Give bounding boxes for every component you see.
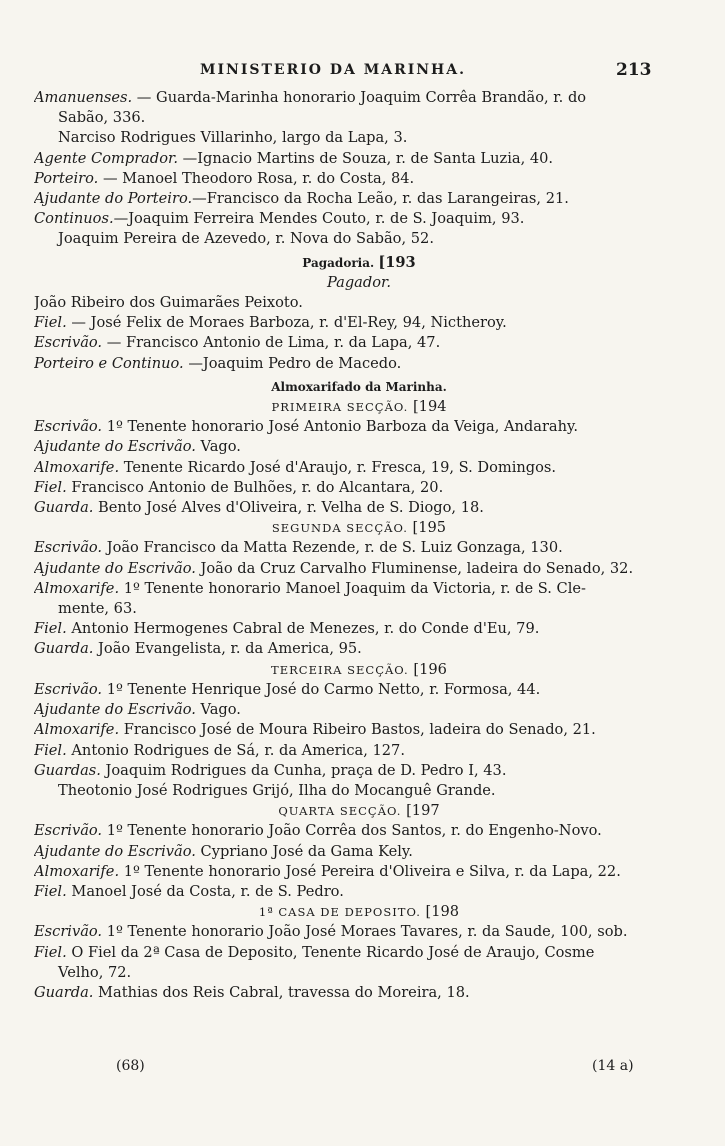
entry-role: Escrivão. <box>34 923 103 941</box>
entry-text: João da Cruz Carvalho Fluminense, ladeira do Senado, 32. <box>195 559 634 577</box>
entry-text: —Francisco da Rocha Leão, r. das Larangeiras, 21. <box>192 190 569 208</box>
entry-line <box>34 189 684 209</box>
entry-text: Vago. <box>195 701 241 719</box>
page-number: 213 <box>616 60 652 80</box>
entry-text: Tenente Ricardo José d'Araujo, r. Fresca, 19, S. Domingos. <box>119 458 557 476</box>
entry-continuation: Sabão, 336. <box>58 109 146 127</box>
entry-text: 1º Tenente honorario João José Moraes Tavares, r. da Saude, 100, sob. <box>102 923 628 941</box>
subsection-heading-segunda <box>34 518 684 538</box>
segunda-seccao-list <box>34 538 684 659</box>
entry-text: Cypriano José da Gama Kely. <box>195 842 413 860</box>
subsection-label: SEGUNDA SECÇÃO. <box>271 521 408 536</box>
entry-role: Fiel. <box>34 478 67 496</box>
entry-line <box>34 680 684 700</box>
entry-text: 1º Tenente honorario José Antonio Barboza da Veiga, Andarahy. <box>102 418 578 436</box>
subsection-heading-terceira <box>34 660 684 680</box>
subsection-label: PRIMEIRA SECÇÃO. <box>271 400 409 415</box>
entry-text: João Evangelista, r. da America, 95. <box>93 640 362 658</box>
entry-text: 1º Tenente Henrique José do Carmo Netto, r. Formosa, 44. <box>102 680 541 698</box>
entry-text: —Ignacio Martins de Souza, r. de Santa Luzia, 40. <box>178 149 554 167</box>
entry-text: 1º Tenente honorario José Pereira d'Oliveira e Silva, r. da Lapa, 22. <box>119 862 621 880</box>
document-body <box>34 88 684 1003</box>
terceira-seccao-list <box>34 680 684 801</box>
entry-role: Fiel. <box>34 882 67 900</box>
entry-text: Vago. <box>195 438 241 456</box>
entry-line <box>34 983 684 1003</box>
entry-text: Bento José Alves d'Oliveira, r. Velha de S. Diogo, 18. <box>93 499 484 517</box>
section-number: [195 <box>412 519 447 537</box>
entry-role: Almoxarife. <box>34 579 120 597</box>
entry-line <box>34 741 684 761</box>
subsection-heading-primeira <box>34 397 684 417</box>
subsection-label: TERCEIRA SECÇÃO. <box>271 662 409 677</box>
entry-line <box>34 333 684 353</box>
sheet-mark: (14 a) <box>592 1058 634 1074</box>
entry-line <box>34 293 684 313</box>
entry-line <box>34 478 684 498</box>
entry-line <box>34 821 684 841</box>
subsection-label: QUARTA SECÇÃO. <box>278 804 402 819</box>
entry-line <box>34 88 684 108</box>
entry-text: João Ribeiro dos Guimarães Peixoto. <box>34 294 303 312</box>
entry-role: Fiel. <box>34 943 67 961</box>
signature-mark: (68) <box>116 1058 145 1074</box>
entry-text: Manoel José da Costa, r. de S. Pedro. <box>66 882 344 900</box>
entry-role: Amanuenses. <box>34 89 133 106</box>
entry-line <box>34 922 684 942</box>
entry-text: 1º Tenente honorario Manoel Joaquim da Victoria, r. de S. Cle- <box>119 579 586 597</box>
section-number: [196 <box>413 660 447 678</box>
section-number: [197 <box>406 802 440 820</box>
entry-role: Ajudante do Escrivão. <box>34 559 196 577</box>
entry-line <box>34 639 684 659</box>
entry-text: — Guarda-Marinha honorario Joaquim Corrêa Brandão, r. do <box>132 89 587 106</box>
entry-line <box>34 882 684 902</box>
pagadoria-staff-list <box>34 293 684 374</box>
section-number: [194 <box>412 398 447 416</box>
entry-role: Ajudante do Escrivão. <box>34 438 196 456</box>
entry-role: Agente Comprador. <box>34 149 179 167</box>
entry-role: Ajudante do Porteiro. <box>34 190 193 208</box>
entry-line <box>34 313 684 333</box>
entry-role: Escrivão. <box>34 418 103 436</box>
entry-line <box>34 943 684 963</box>
entry-role: Escrivão. <box>34 822 103 840</box>
entry-role: Ajudante do Escrivão. <box>34 842 196 860</box>
entry-role: Continuos. <box>34 210 114 228</box>
section-heading-almoxarifado: Almoxarifado da Marinha. <box>271 379 447 394</box>
subsection-heading-quarta <box>34 801 684 821</box>
entry-line <box>34 458 684 478</box>
subheading-pagador: Pagador. <box>326 273 392 291</box>
entry-role: Guarda. <box>34 640 94 658</box>
subsection-label: 1ª CASA DE DEPOSITO. <box>258 905 421 920</box>
page-header <box>0 62 725 84</box>
secretaria-staff-list <box>34 88 684 250</box>
entry-text: Francisco José de Moura Ribeiro Bastos, ladeira do Senado, 21. <box>119 721 596 739</box>
entry-line <box>34 149 684 169</box>
entry-line <box>34 498 684 518</box>
running-title: MINISTERIO DA MARINHA. <box>200 62 467 78</box>
entry-role: Porteiro. <box>34 169 99 187</box>
entry-role: Guardas. <box>34 761 101 779</box>
entry-continuation: Joaquim Pereira de Azevedo, r. Nova do Sabão, 52. <box>58 230 434 248</box>
entry-line <box>34 354 684 374</box>
entry-text: Joaquim Rodrigues da Cunha, praça de D. Pedro I, 43. <box>100 761 507 779</box>
entry-role: Almoxarife. <box>34 862 120 880</box>
casa-deposito-list <box>34 922 684 1003</box>
entry-line <box>34 619 684 639</box>
entry-line <box>34 417 684 437</box>
quarta-seccao-list <box>34 821 684 902</box>
entry-line <box>34 720 684 740</box>
section-number: [198 <box>425 903 460 921</box>
entry-role: Escrivão. <box>34 539 103 557</box>
entry-line <box>34 862 684 882</box>
entry-text: Antonio Hermogenes Cabral de Menezes, r. do Conde d'Eu, 79. <box>66 620 540 638</box>
entry-text: O Fiel da 2ª Casa de Deposito, Tenente Ricardo José de Araujo, Cosme <box>66 943 595 961</box>
entry-text: — Manoel Theodoro Rosa, r. do Costa, 84. <box>98 169 415 187</box>
primeira-seccao-list <box>34 417 684 518</box>
entry-role: Porteiro e Continuo. <box>34 354 184 372</box>
entry-text: Antonio Rodrigues de Sá, r. da America, 127. <box>66 741 405 759</box>
subsection-heading-casa-deposito <box>34 902 684 922</box>
entry-role: Ajudante do Escrivão. <box>34 701 196 719</box>
entry-line <box>34 761 684 781</box>
entry-line <box>34 209 684 229</box>
entry-text: 1º Tenente honorario João Corrêa dos Santos, r. do Engenho-Novo. <box>102 822 602 840</box>
entry-continuation: Narciso Rodrigues Villarinho, largo da Lapa, 3. <box>58 129 408 147</box>
entry-continuation: mente, 63. <box>58 600 137 618</box>
entry-line <box>34 437 684 457</box>
entry-text: Francisco Antonio de Bulhões, r. do Alcantara, 20. <box>66 478 444 496</box>
entry-line <box>34 538 684 558</box>
entry-line <box>34 842 684 862</box>
entry-continuation: Velho, 72. <box>58 963 132 981</box>
entry-role: Almoxarife. <box>34 721 120 739</box>
entry-role: Escrivão. <box>34 680 103 698</box>
entry-continuation: Theotonio José Rodrigues Grijó, Ilha do Mocanguê Grande. <box>58 781 496 799</box>
entry-text: —Joaquim Ferreira Mendes Couto, r. de S. Joaquim, 93. <box>113 210 525 228</box>
page-footer <box>0 1058 725 1080</box>
entry-text: — José Felix de Moraes Barboza, r. d'El-Rey, 94, Nictheroy. <box>66 314 507 332</box>
section-heading-text: Pagadoria. <box>302 255 375 270</box>
entry-line <box>34 579 684 599</box>
entry-line <box>34 559 684 579</box>
entry-role: Almoxarife. <box>34 458 120 476</box>
section-number: [193 <box>378 253 416 271</box>
entry-line <box>34 700 684 720</box>
section-heading-pagadoria <box>34 253 684 273</box>
entry-text: João Francisco da Matta Rezende, r. de S. Luiz Gonzaga, 130. <box>102 539 563 557</box>
entry-role: Escrivão. <box>34 334 103 352</box>
entry-role: Guarda. <box>34 983 94 1001</box>
entry-role: Guarda. <box>34 499 94 517</box>
entry-line <box>34 169 684 189</box>
entry-role: Fiel. <box>34 741 67 759</box>
entry-text: — Francisco Antonio de Lima, r. da Lapa, 47. <box>102 334 441 352</box>
entry-role: Fiel. <box>34 314 67 332</box>
entry-text: —Joaquim Pedro de Macedo. <box>183 354 402 372</box>
entry-text: Mathias dos Reis Cabral, travessa do Moreira, 18. <box>93 983 470 1001</box>
entry-role: Fiel. <box>34 620 67 638</box>
